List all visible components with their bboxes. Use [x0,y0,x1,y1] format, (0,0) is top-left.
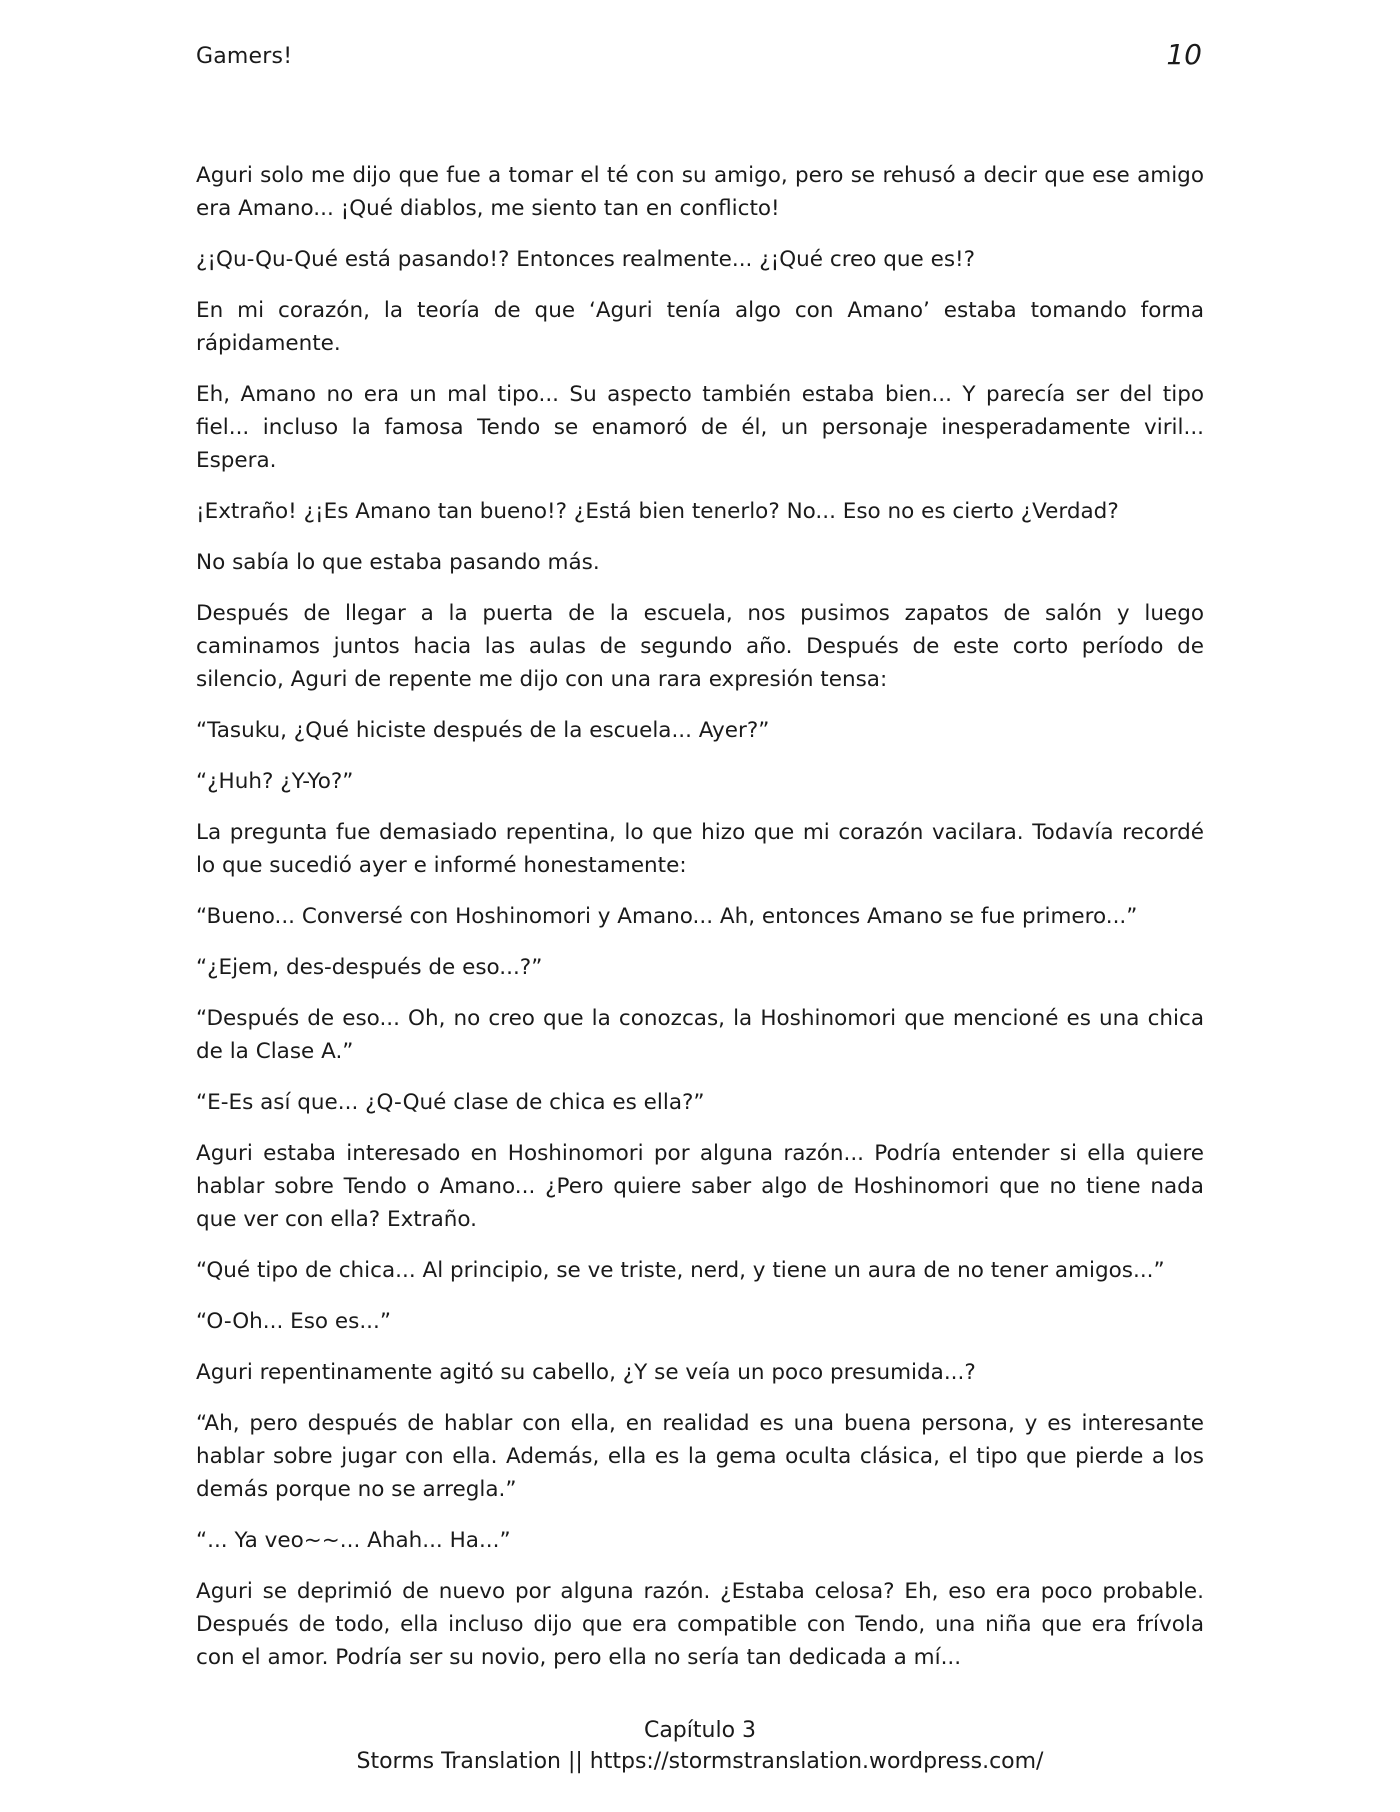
paragraph: Después de llegar a la puerta de la escuela, nos pusimos zapatos de salón y luego caminamos juntos hacia las aulas de segundo año. Después de este corto período de silencio, Aguri de repente me dijo con una rara expresión tensa: [196,601,1204,692]
page-header [196,38,1204,78]
paragraph: Eh, Amano no era un mal tipo... Su aspecto también estaba bien... Y parecía ser del tipo fiel... incluso la famosa Tendo se enamoró de él, un personaje inesperadamente viril... Espera. [196,382,1204,473]
book-title: Gamers! [196,44,293,69]
dialogue-paragraph: “... Ya veo~~... Ahah... Ha...” [196,1528,511,1553]
page-number: 10 [1166,38,1202,71]
paragraph: ¡Extraño! ¿¡Es Amano tan bueno!? ¿Está bien tenerlo? No... Eso no es cierto ¿Verdad? [196,499,1119,524]
paragraph: Aguri estaba interesado en Hoshinomori por alguna razón... Podría entender si ella quiere hablar sobre Tendo o Amano... ¿Pero quiere saber algo de Hoshinomori que no tiene nada que ver con ella? Extraño. [196,1141,1204,1232]
page-footer [0,1715,1400,1777]
paragraph: En mi corazón, la teoría de que ‘Aguri tenía algo con Amano’ estaba tomando forma rápidamente. [196,298,1204,356]
paragraph: Aguri solo me dijo que fue a tomar el té con su amigo, pero se rehusó a decir que ese amigo era Amano... ¡Qué diablos, me siento tan en conflicto! [196,163,1204,221]
dialogue-paragraph: “E-Es así que... ¿Q-Qué clase de chica es ella?” [196,1090,705,1115]
paragraph: ¿¡Qu-Qu-Qué está pasando!? Entonces realmente... ¿¡Qué creo que es!? [196,247,976,272]
dialogue-paragraph: “¿Ejem, des-después de eso...?” [196,955,543,980]
paragraph: La pregunta fue demasiado repentina, lo que hizo que mi corazón vacilara. Todavía recordé lo que sucedió ayer e informé honestamente: [196,820,1204,878]
paragraph: Aguri se deprimió de nuevo por alguna razón. ¿Estaba celosa? Eh, eso era poco probable. Después de todo, ella incluso dijo que era compatible con Tendo, una niña que era frívola con el amor. Podría ser su novio, pero ella no sería tan dedicada a mí... [196,1579,1204,1670]
page-body [196,159,1204,1692]
dialogue-paragraph: “Tasuku, ¿Qué hiciste después de la escuela... Ayer?” [196,718,770,743]
dialogue-paragraph: “Ah, pero después de hablar con ella, en realidad es una buena persona, y es interesante hablar sobre jugar con ella. Además, ella es la gema oculta clásica, el tipo que pierde a los demás porque no se arregla.” [196,1411,1204,1502]
dialogue-paragraph: “Bueno... Conversé con Hoshinomori y Amano... Ah, entonces Amano se fue primero...” [196,904,1138,929]
paragraph: Aguri repentinamente agitó su cabello, ¿Y se veía un poco presumida...? [196,1360,976,1385]
chapter-label: Capítulo 3 [643,1718,757,1743]
dialogue-paragraph: “Después de eso... Oh, no creo que la conozcas, la Hoshinomori que mencioné es una chica de la Clase A.” [196,1006,1204,1064]
dialogue-paragraph: “Qué tipo de chica... Al principio, se ve triste, nerd, y tiene un aura de no tener amigos...” [196,1258,1165,1283]
paragraph: No sabía lo que estaba pasando más. [196,550,600,575]
dialogue-paragraph: “O-Oh... Eso es...” [196,1309,391,1334]
dialogue-paragraph: “¿Huh? ¿Y-Yo?” [196,769,354,794]
translation-credit: Storms Translation || https://stormstranslation.wordpress.com/ [356,1749,1044,1774]
